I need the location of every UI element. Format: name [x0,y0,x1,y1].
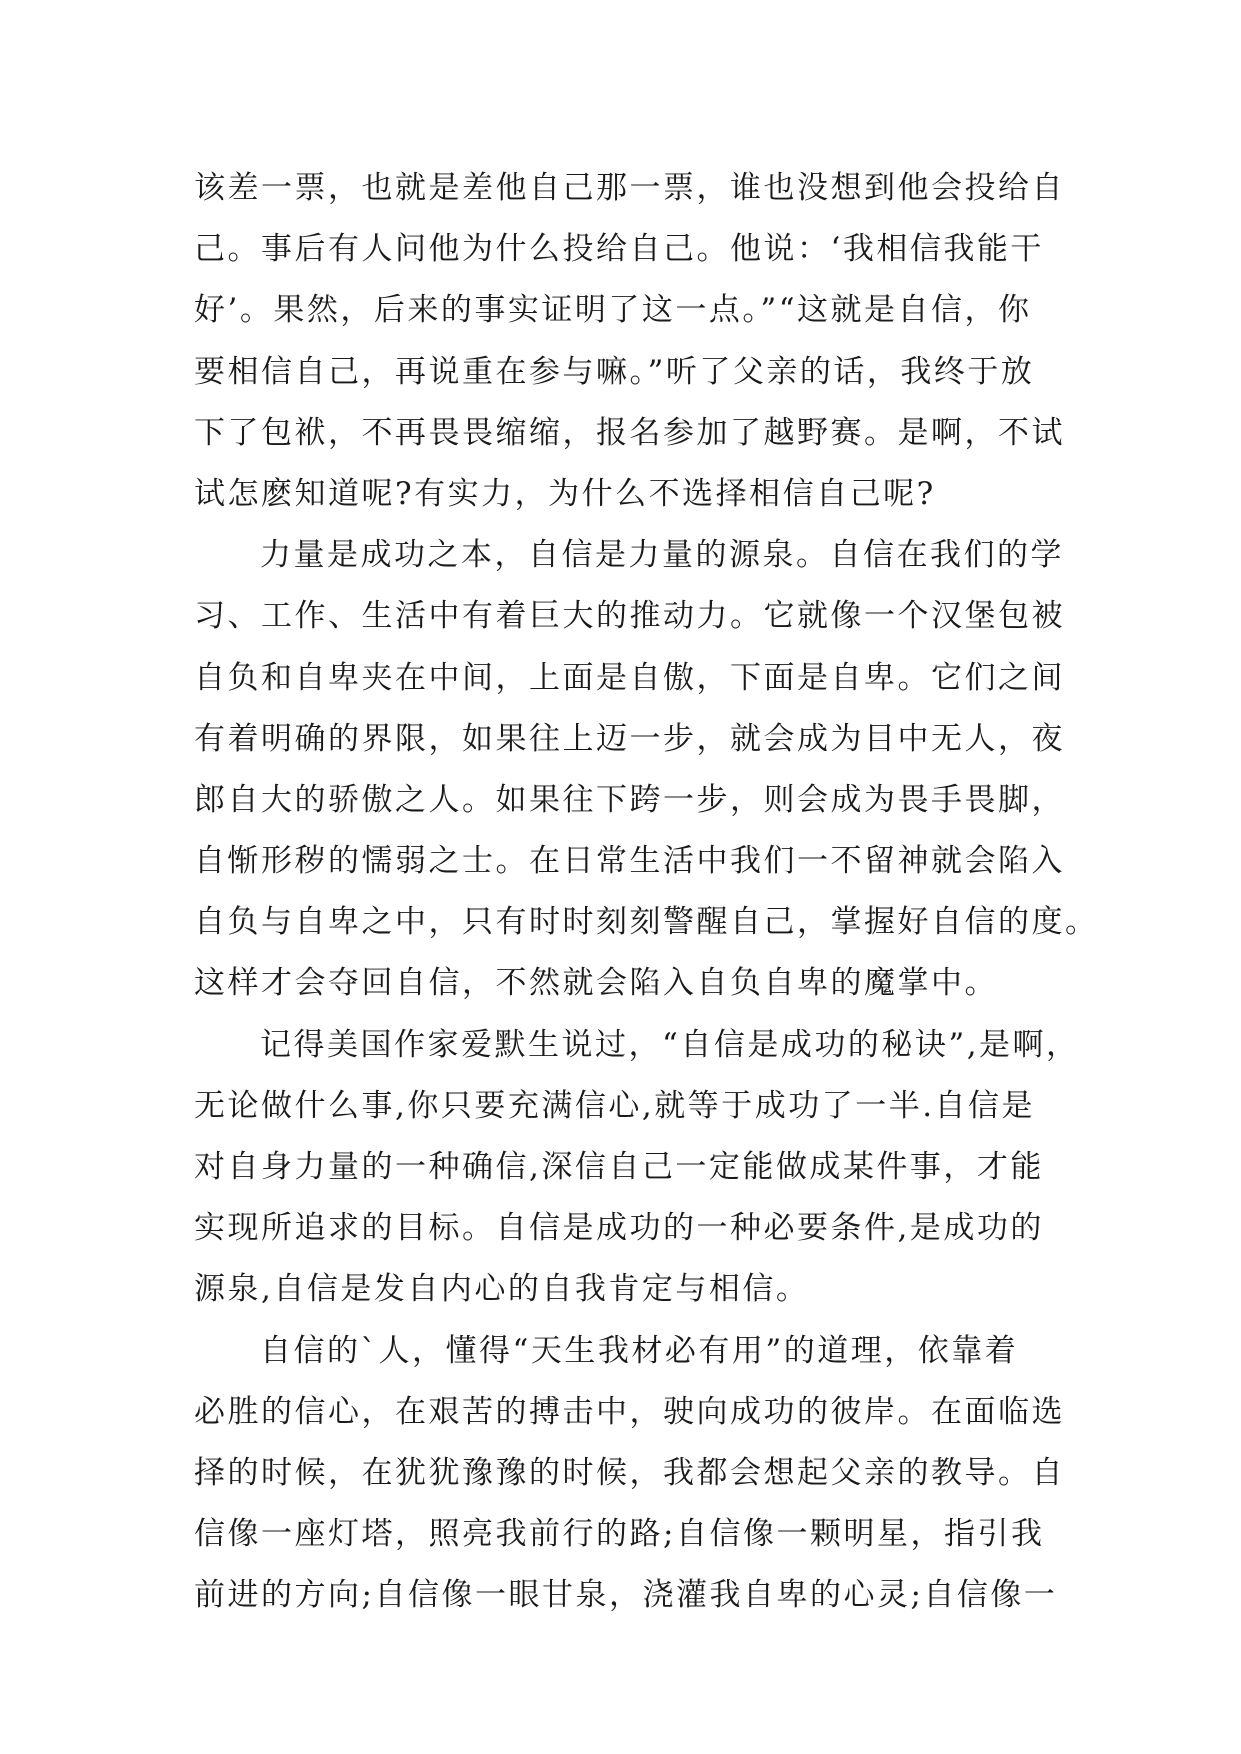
paragraph-first-line: 自信的`人，懂得“天生我材必有用”的道理，依靠着 [260,1332,1019,1369]
text-line: 自负和自卑夹在中间，上面是自傲，下面是自卑。它们之间 [194,659,1065,696]
text-line: 己。事后有人问他为什么投给自己。他说：‘我相信我能干 [194,231,1044,268]
text-line: 信像一座灯塔，照亮我前行的路;自信像一颗明星，指引我 [194,1516,1045,1553]
text-line: 下了包袱，不再畏畏缩缩，报名参加了越野赛。是啊，不试 [194,414,1065,451]
paragraph-first-line: 力量是成功之本，自信是力量的源泉。自信在我们的学 [260,537,1064,574]
text-line: 试怎麽知道呢?有实力，为什么不选择相信自己呢? [194,475,936,512]
text-line: 习、工作、生活中有着巨大的推动力。它就像一个汉堡包被 [194,598,1065,635]
text-line: 必胜的信心，在艰苦的搏击中，驶向成功的彼岸。在面临选 [194,1393,1065,1430]
text-line: 该差一票，也就是差他自己那一票，谁也没想到他会投给自 [194,170,1065,206]
text-line: 源泉,自信是发自内心的自我肯定与相信。 [194,1271,810,1308]
text-line: 前进的方向;自信像一眼甘泉，浇灌我自卑的心灵;自信像一 [194,1577,1058,1614]
text-line: 要相信自己，再说重在参与嘛。”听了父亲的话，我终于放 [194,353,1035,390]
text-line: 自惭形秽的懦弱之士。在日常生活中我们一不留神就会陷入 [194,843,1065,880]
text-line: 无论做什么事,你只要充满信心,就等于成功了一半.自信是 [194,1087,1036,1124]
text-line: 实现所追求的目标。自信是成功的一种必要条件,是成功的 [194,1210,1044,1247]
text-line: 有着明确的界限，如果往上迈一步，就会成为目中无人，夜 [194,720,1065,757]
text-line: 这样才会夺回自信，不然就会陷入自负自卑的魔掌中。 [194,965,998,1002]
text-line: 择的时候，在犹犹豫豫的时候，我都会想起父亲的教导。自 [194,1454,1065,1491]
text-line: 对自身力量的一种确信,深信自己一定能做成某件事，才能 [194,1149,1044,1185]
paragraph-first-line: 记得美国作家爱默生说过，“自信是成功的秘诀”,是啊， [260,1026,1080,1063]
text-line: 郎自大的骄傲之人。如果往下跨一步，则会成为畏手畏脚， [194,781,1065,818]
essay-body-text [194,158,1099,1627]
text-line: 自负与自卑之中，只有时时刻刻警醒自己，掌握好自信的度。 [194,904,1099,941]
text-line: 好’。果然，后来的事实证明了这一点。”“这就是自信，你 [194,292,1032,329]
